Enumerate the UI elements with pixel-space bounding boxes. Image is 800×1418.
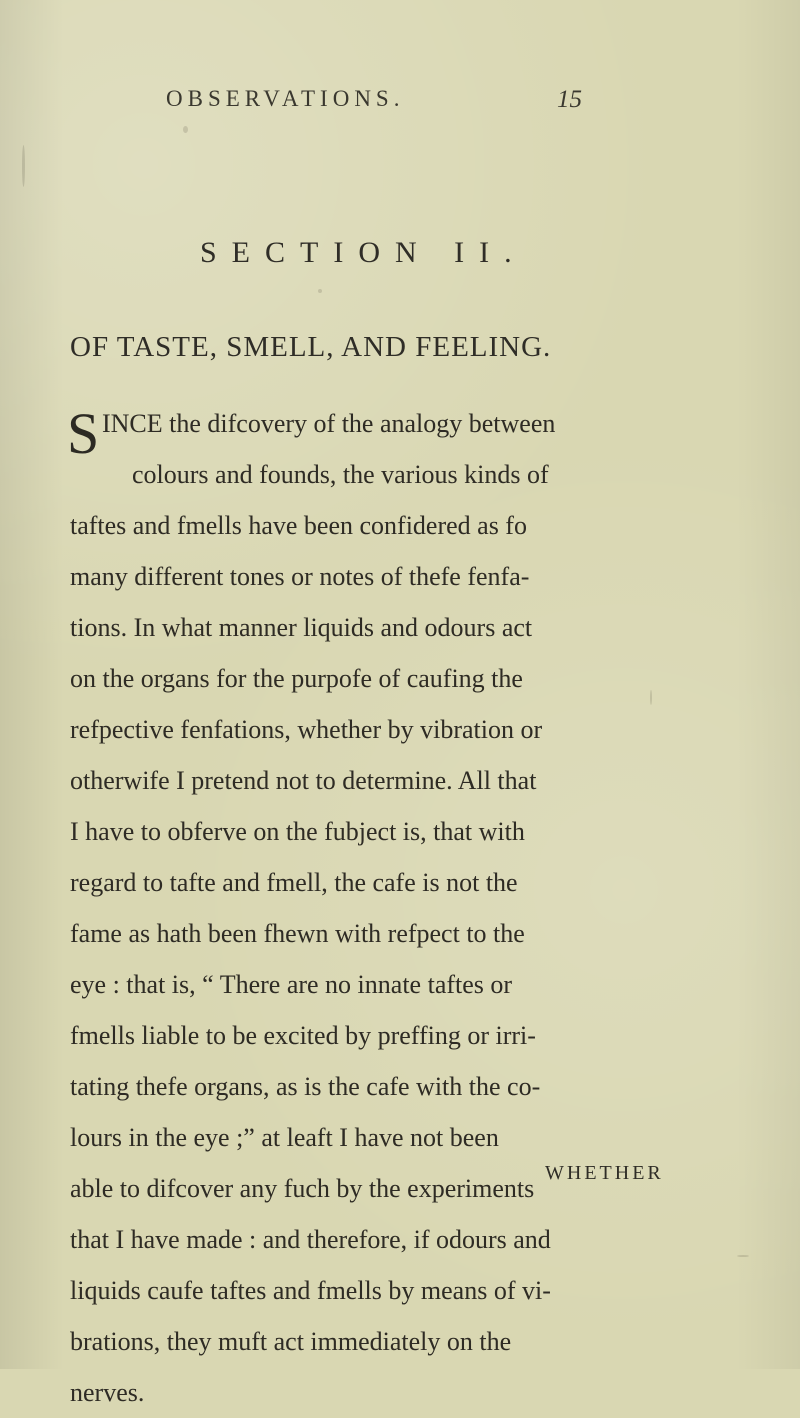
line-text: INCE the difcovery of the analogy between xyxy=(102,409,556,438)
paper-spot xyxy=(318,289,322,293)
text-line: colours and founds, the various kinds of xyxy=(132,460,549,489)
chapter-title: OF TASTE, SMELL, AND FEELING. xyxy=(70,331,552,363)
paper-spot xyxy=(183,126,188,133)
text-line: liquids caufe taftes and fmells by means of vi- xyxy=(70,1276,551,1305)
text-line xyxy=(67,398,680,466)
text-line: tions. In what manner liquids and odours act xyxy=(70,613,533,642)
section-heading: SECTION II. xyxy=(200,236,527,269)
text-line: fame as hath been fhewn with refpect to the xyxy=(70,919,525,948)
text-line: regard to tafte and fmell, the cafe is not the xyxy=(70,868,518,897)
text-line: nerves. xyxy=(70,1378,145,1407)
text-line: able to difcover any fuch by the experiments xyxy=(70,1174,535,1203)
text-line: taftes and fmells have been confidered as fo xyxy=(70,511,527,540)
drop-cap: S xyxy=(67,401,100,466)
paper-spot xyxy=(650,690,652,705)
text-line: I have to obferve on the fubject is, that with xyxy=(70,817,525,846)
text-line: lours in the eye ;” at leaft I have not been xyxy=(70,1123,499,1152)
paper-spot xyxy=(22,145,25,187)
text-line: brations, they muft act immediately on the xyxy=(70,1327,512,1356)
body-text xyxy=(67,398,680,1418)
text-line: fmells liable to be excited by preffing or irri- xyxy=(70,1021,536,1050)
text-line: otherwife I pretend not to determine. All that xyxy=(70,766,537,795)
catchword: WHETHER xyxy=(545,1162,664,1184)
text-line: tating thefe organs, as is the cafe with the co- xyxy=(70,1072,541,1101)
text-line: eye : that is, “ There are no innate taftes or xyxy=(70,970,513,999)
running-head: OBSERVATIONS. xyxy=(166,86,405,111)
paper-spot xyxy=(737,1255,749,1257)
text-line: on the organs for the purpofe of caufing the xyxy=(70,664,523,693)
text-line: many different tones or notes of thefe fenfa- xyxy=(70,562,530,591)
text-line: refpective fenfations, whether by vibration or xyxy=(70,715,543,744)
page-number: 15 xyxy=(557,86,582,113)
text-line: that I have made : and therefore, if odours and xyxy=(70,1225,551,1254)
